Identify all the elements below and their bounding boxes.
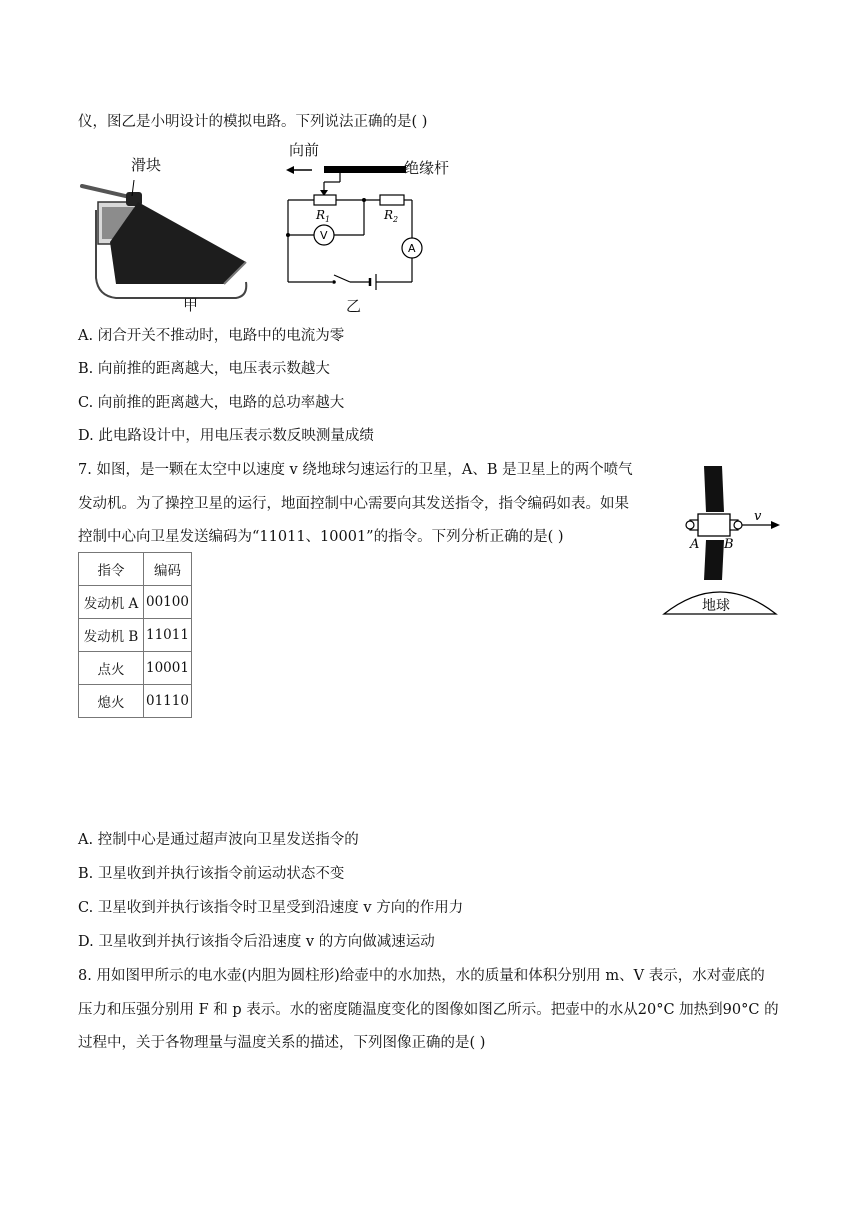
q6-option-c: C. 向前推的距离越大，电路的总功率越大	[78, 395, 345, 411]
q7-stem-line-2: 发动机。为了操控卫星的运行，地面控制中心需要向其发送指令，指令编码如表。如果	[78, 496, 629, 512]
table-cell: 熄火	[79, 685, 144, 718]
q7-option-d: D. 卫星收到并执行该指令后沿速度 v 的方向做减速运动	[78, 934, 435, 950]
engine-b-label: B	[724, 537, 734, 552]
table-header-cell: 指令	[79, 553, 144, 586]
q7-option-b: B. 卫星收到并执行该指令前运动状态不变	[78, 866, 345, 882]
figure-jia-label: 甲	[183, 296, 199, 314]
q7-option-c: C. 卫星收到并执行该指令时卫星受到沿速度 v 方向的作用力	[78, 900, 464, 916]
q7-option-a: A. 控制中心是通过超声波向卫星发送指令的	[78, 832, 359, 848]
forward-label: 向前	[289, 141, 320, 159]
figure-jia	[76, 150, 256, 315]
figure-satellite	[660, 460, 790, 620]
ammeter-label: A	[408, 242, 416, 255]
r2-sub: 2	[393, 215, 399, 224]
table-row	[79, 586, 192, 619]
table-row	[79, 685, 192, 718]
q7-stem-line-3: 控制中心向卫星发送编码为“11011、10001”的指令。下列分析正确的是( )	[78, 529, 564, 545]
r1-sub: 1	[325, 215, 331, 224]
table-cell: 发动机 A	[79, 586, 144, 619]
table-row	[79, 619, 192, 652]
q8-stem-line-3: 过程中，关于各物理量与温度关系的描述，下列图像正确的是( )	[78, 1035, 486, 1051]
table-cell: 00100	[144, 586, 192, 619]
slider-label: 滑块	[131, 156, 162, 174]
svg-text:R2	[383, 208, 398, 224]
r1-label: R	[316, 208, 326, 222]
q8-stem-line-2: 压力和压强分别用 F 和 p 表示。水的密度随温度变化的图像如图乙所示。把壶中的水从20°C 加热到90°C 的	[78, 1002, 779, 1018]
r2-label: R	[384, 208, 394, 222]
voltmeter-label: V	[320, 229, 328, 242]
velocity-label: v	[754, 509, 762, 524]
table-row	[79, 652, 192, 685]
q6-option-d: D. 此电路设计中，用电压表示数反映测量成绩	[78, 428, 374, 444]
table-cell: 11011	[144, 619, 192, 652]
q8-stem-line-1: 8. 用如图甲所示的电水壶(内胆为圆柱形)给壶中的水加热，水的质量和体积分别用 m、V 表示，水对壶底的	[78, 968, 765, 984]
table-cell: 点火	[79, 652, 144, 685]
table-cell: 01110	[144, 685, 192, 718]
engine-a-label: A	[690, 537, 700, 552]
svg-text:R1	[315, 208, 330, 224]
q6-option-b: B. 向前推的距离越大，电压表示数越大	[78, 361, 330, 377]
instruction-code-table	[78, 552, 192, 718]
figure-yi-label: 乙	[346, 297, 362, 315]
table-row	[79, 553, 192, 586]
earth-label: 地球	[702, 598, 730, 614]
q6-stem: 仪，图乙是小明设计的模拟电路。下列说法正确的是( )	[78, 114, 428, 130]
table-header-cell: 编码	[144, 553, 192, 586]
rod-label: 绝缘杆	[404, 159, 450, 177]
q6-option-a: A. 闭合开关不推动时，电路中的电流为零	[78, 328, 345, 344]
q7-stem-line-1: 7. 如图，是一颗在太空中以速度 v 绕地球匀速运行的卫星，A、B 是卫星上的两个喷气	[78, 462, 633, 478]
table-cell: 10001	[144, 652, 192, 685]
table-cell: 发动机 B	[79, 619, 144, 652]
